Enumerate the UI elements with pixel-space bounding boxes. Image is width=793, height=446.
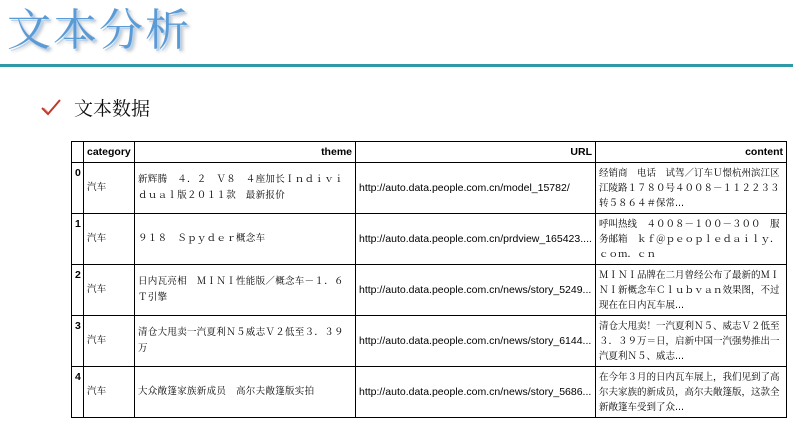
- index-header: [72, 142, 84, 163]
- table-header-row: [72, 142, 787, 163]
- content-cell: ＭＩＮＩ品牌在二月曾经公布了最新的ＭＩＮＩ新概念车Ｃｌｕｂｖａｎ效果图，不过现在在日内瓦车展...: [596, 265, 787, 316]
- url-cell: http://auto.data.people.com.cn/model_15782/: [356, 163, 596, 214]
- row-index: 2: [72, 265, 84, 316]
- category-header: category: [84, 142, 135, 163]
- category-cell: 汽车: [84, 163, 135, 214]
- section-header: [40, 92, 150, 122]
- url-cell: http://auto.data.people.com.cn/news/story_5686...: [356, 367, 596, 418]
- table-row: [72, 265, 787, 316]
- category-cell: 汽车: [84, 214, 135, 265]
- theme-cell: ９１８ Ｓｐｙｄｅｒ概念车: [135, 214, 356, 265]
- theme-header: theme: [135, 142, 356, 163]
- category-cell: 汽车: [84, 367, 135, 418]
- table-row: [72, 367, 787, 418]
- row-index: 0: [72, 163, 84, 214]
- title-divider: [0, 64, 793, 67]
- url-header: URL: [356, 142, 596, 163]
- content-cell: 呼叫热线 ４００８－１００－３００ 服务邮箱 ｋｆ＠ｐｅｏｐｌｅｄａｉｌｙ．ｃｏｍ．ｃｎ: [596, 214, 787, 265]
- row-index: 1: [72, 214, 84, 265]
- table-row: [72, 214, 787, 265]
- theme-cell: 大众敞篷家族新成员 高尔夫敞篷版实拍: [135, 367, 356, 418]
- content-header: content: [596, 142, 787, 163]
- content-cell: 经销商 电话 试驾／订车Ｕ憬杭州滨江区江陵路１７８０号４００８－１１２２３３转５８６４＃保常...: [596, 163, 787, 214]
- table-row: [72, 163, 787, 214]
- category-cell: 汽车: [84, 316, 135, 367]
- section-heading: 文本数据: [74, 97, 151, 120]
- theme-cell: 清仓大甩卖一汽夏利Ｎ５威志Ｖ２低至３．３９万: [135, 316, 356, 367]
- theme-cell: 日内瓦亮相 ＭＩＮＩ性能版／概念车－１．６Ｔ引擎: [135, 265, 356, 316]
- slide-title: 文本分析: [7, 5, 191, 56]
- dataframe-table: [71, 141, 787, 418]
- category-cell: 汽车: [84, 265, 135, 316]
- checkmark-icon: [40, 96, 62, 118]
- url-cell: http://auto.data.people.com.cn/news/story_6144...: [356, 316, 596, 367]
- theme-cell: 新辉腾 ４．２ Ｖ８ ４座加长Ｉｎｄｉｖｉｄｕａｌ版２０１１款 最新报价: [135, 163, 356, 214]
- row-index: 4: [72, 367, 84, 418]
- table-row: [72, 316, 787, 367]
- content-cell: 在今年３月的日内瓦车展上，我们见到了高尔夫家族的新成员，高尔夫敞篷版，这款全新敞篷车受到了众...: [596, 367, 787, 418]
- url-cell: http://auto.data.people.com.cn/prdview_165423....: [356, 214, 596, 265]
- content-cell: 清仓大甩卖！一汽夏利Ｎ５、威志Ｖ２低至３．３９万＝日，启新中国一汽强势推出一汽夏利Ｎ５、威志...: [596, 316, 787, 367]
- url-cell: http://auto.data.people.com.cn/news/story_5249...: [356, 265, 596, 316]
- row-index: 3: [72, 316, 84, 367]
